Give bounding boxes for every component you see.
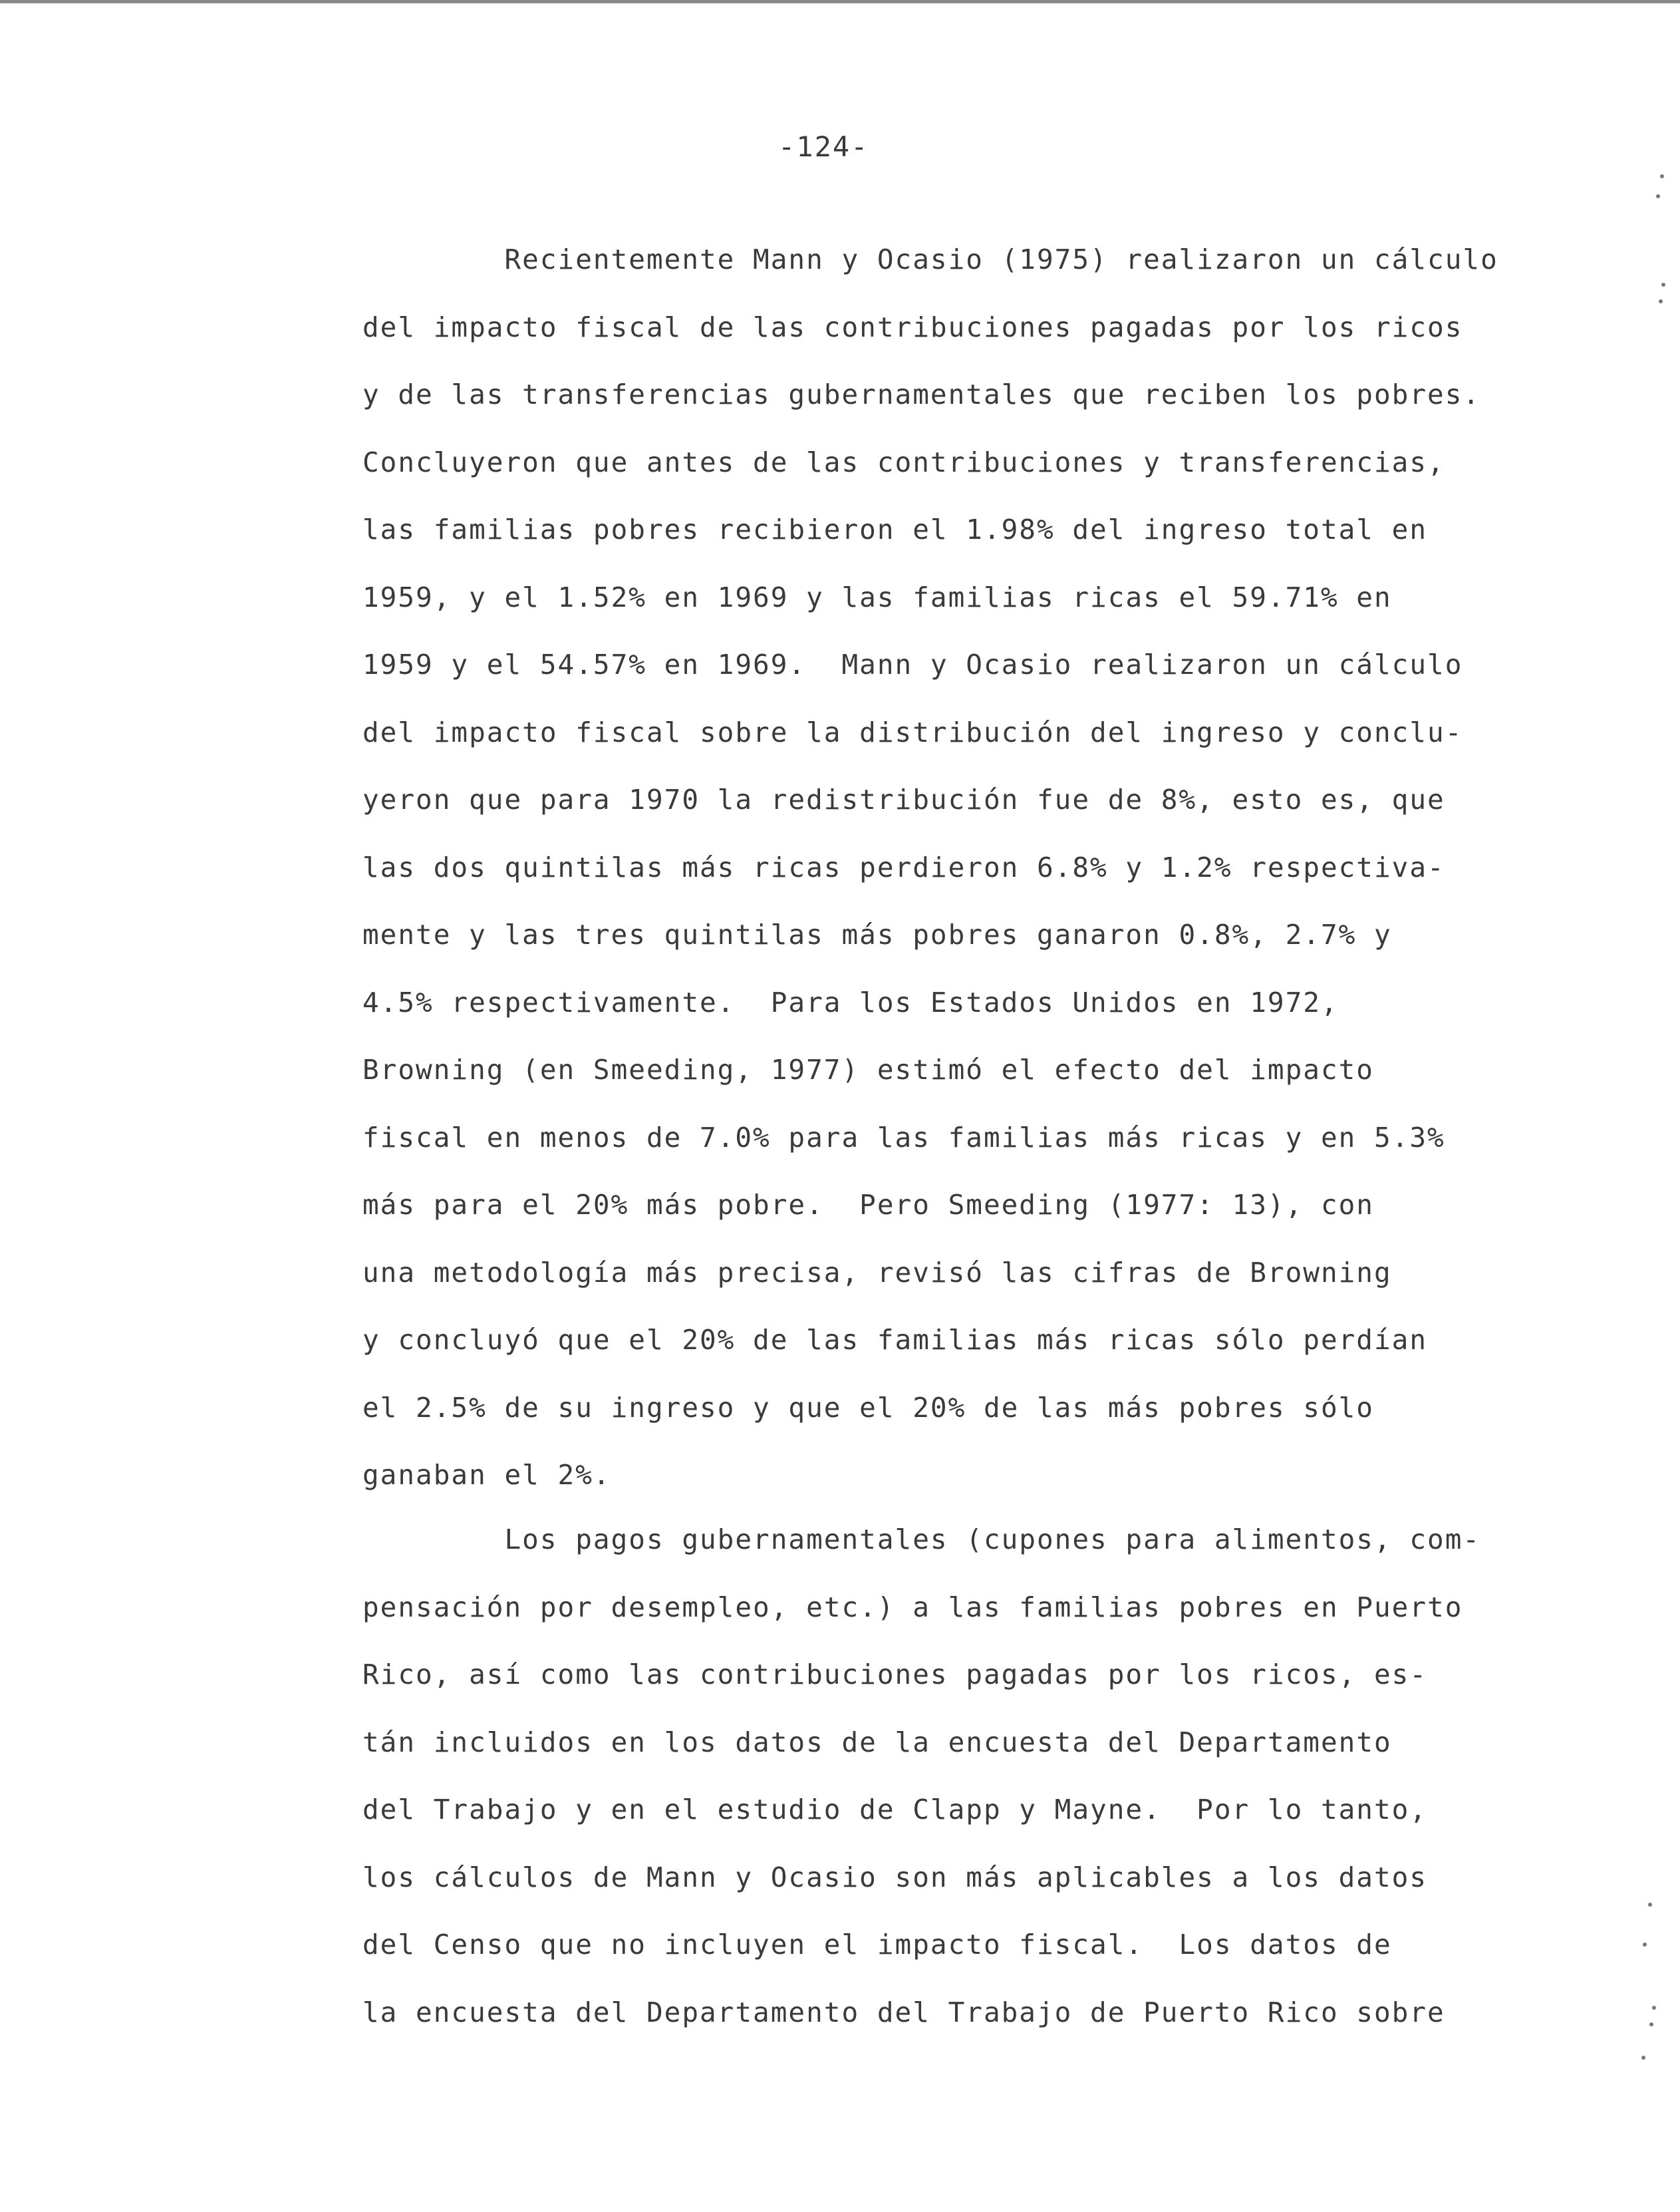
scan-speck [1641,2056,1645,2060]
scan-speck [1652,2006,1656,2010]
paragraph-2 [362,1506,1513,2046]
text-line: del Trabajo y en el estudio de Clapp y Mayne. Por lo tanto, [362,1794,1428,1825]
scan-speck [1648,1903,1652,1907]
text-line: más para el 20% más pobre. Pero Smeeding (1977: 13), con [362,1189,1374,1221]
text-line: las familias pobres recibieron el 1.98% del ingreso total en [362,514,1428,546]
scan-speck [1656,194,1660,198]
text-line: ganaban el 2%. [362,1459,611,1491]
text-line: 1959, y el 1.52% en 1969 y las familias ricas el 59.71% en [362,581,1392,613]
text-line: Recientemente Mann y Ocasio (1975) realizaron un cálculo [362,243,1498,275]
text-line: Concluyeron que antes de las contribuciones y transferencias, [362,446,1445,478]
text-line: y de las transferencias gubernamentales que reciben los pobres. [362,379,1481,410]
text-line: la encuesta del Departamento del Trabajo de Puerto Rico sobre [362,1996,1445,2028]
text-line: pensación por desempleo, etc.) a las familias pobres en Puerto [362,1591,1463,1623]
text-line: fiscal en menos de 7.0% para las familias más ricas y en 5.3% [362,1121,1445,1154]
text-line: una metodología más precisa, revisó las cifras de Browning [362,1256,1392,1289]
text-line: y concluyó que el 20% de las familias más ricas sólo perdían [362,1324,1428,1356]
text-line: tán incluidos en los datos de la encuesta del Departamento [362,1726,1392,1758]
text-line: Browning (en Smeeding, 1977) estimó el efecto del impacto [362,1054,1374,1086]
text-line: Rico, así como las contribuciones pagadas por los ricos, es- [362,1659,1428,1690]
text-line: 4.5% respectivamente. Para los Estados Unidos en 1972, [362,986,1339,1019]
text-line: mente y las tres quintilas más pobres ganaron 0.8%, 2.7% y [362,919,1392,951]
text-line: yeron que para 1970 la redistribución fue de 8%, esto es, que [362,784,1445,816]
text-line: 1959 y el 54.57% en 1969. Mann y Ocasio realizaron un cálculo [362,649,1463,681]
text-line: del impacto fiscal de las contribuciones pagadas por los ricos [362,311,1463,343]
scan-speck [1660,174,1664,178]
scan-speck [1661,283,1665,287]
text-line: Los pagos gubernamentales (cupones para alimentos, com- [362,1523,1481,1555]
text-line: los cálculos de Mann y Ocasio son más aplicables a los datos [362,1861,1428,1893]
paragraph-1 [362,226,1513,1509]
text-line: del impacto fiscal sobre la distribución del ingreso y conclu- [362,716,1463,748]
text-line: del Censo que no incluyen el impacto fiscal. Los datos de [362,1929,1392,1961]
text-line: las dos quintilas más ricas perdieron 6.8% y 1.2% respectiva- [362,851,1445,883]
text-line: el 2.5% de su ingreso y que el 20% de las más pobres sólo [362,1391,1374,1424]
page-top-edge [0,0,1680,3]
page-number: -124- [778,130,869,163]
scan-speck [1649,2022,1653,2026]
scan-speck [1643,1943,1647,1947]
scan-speck [1659,299,1663,303]
